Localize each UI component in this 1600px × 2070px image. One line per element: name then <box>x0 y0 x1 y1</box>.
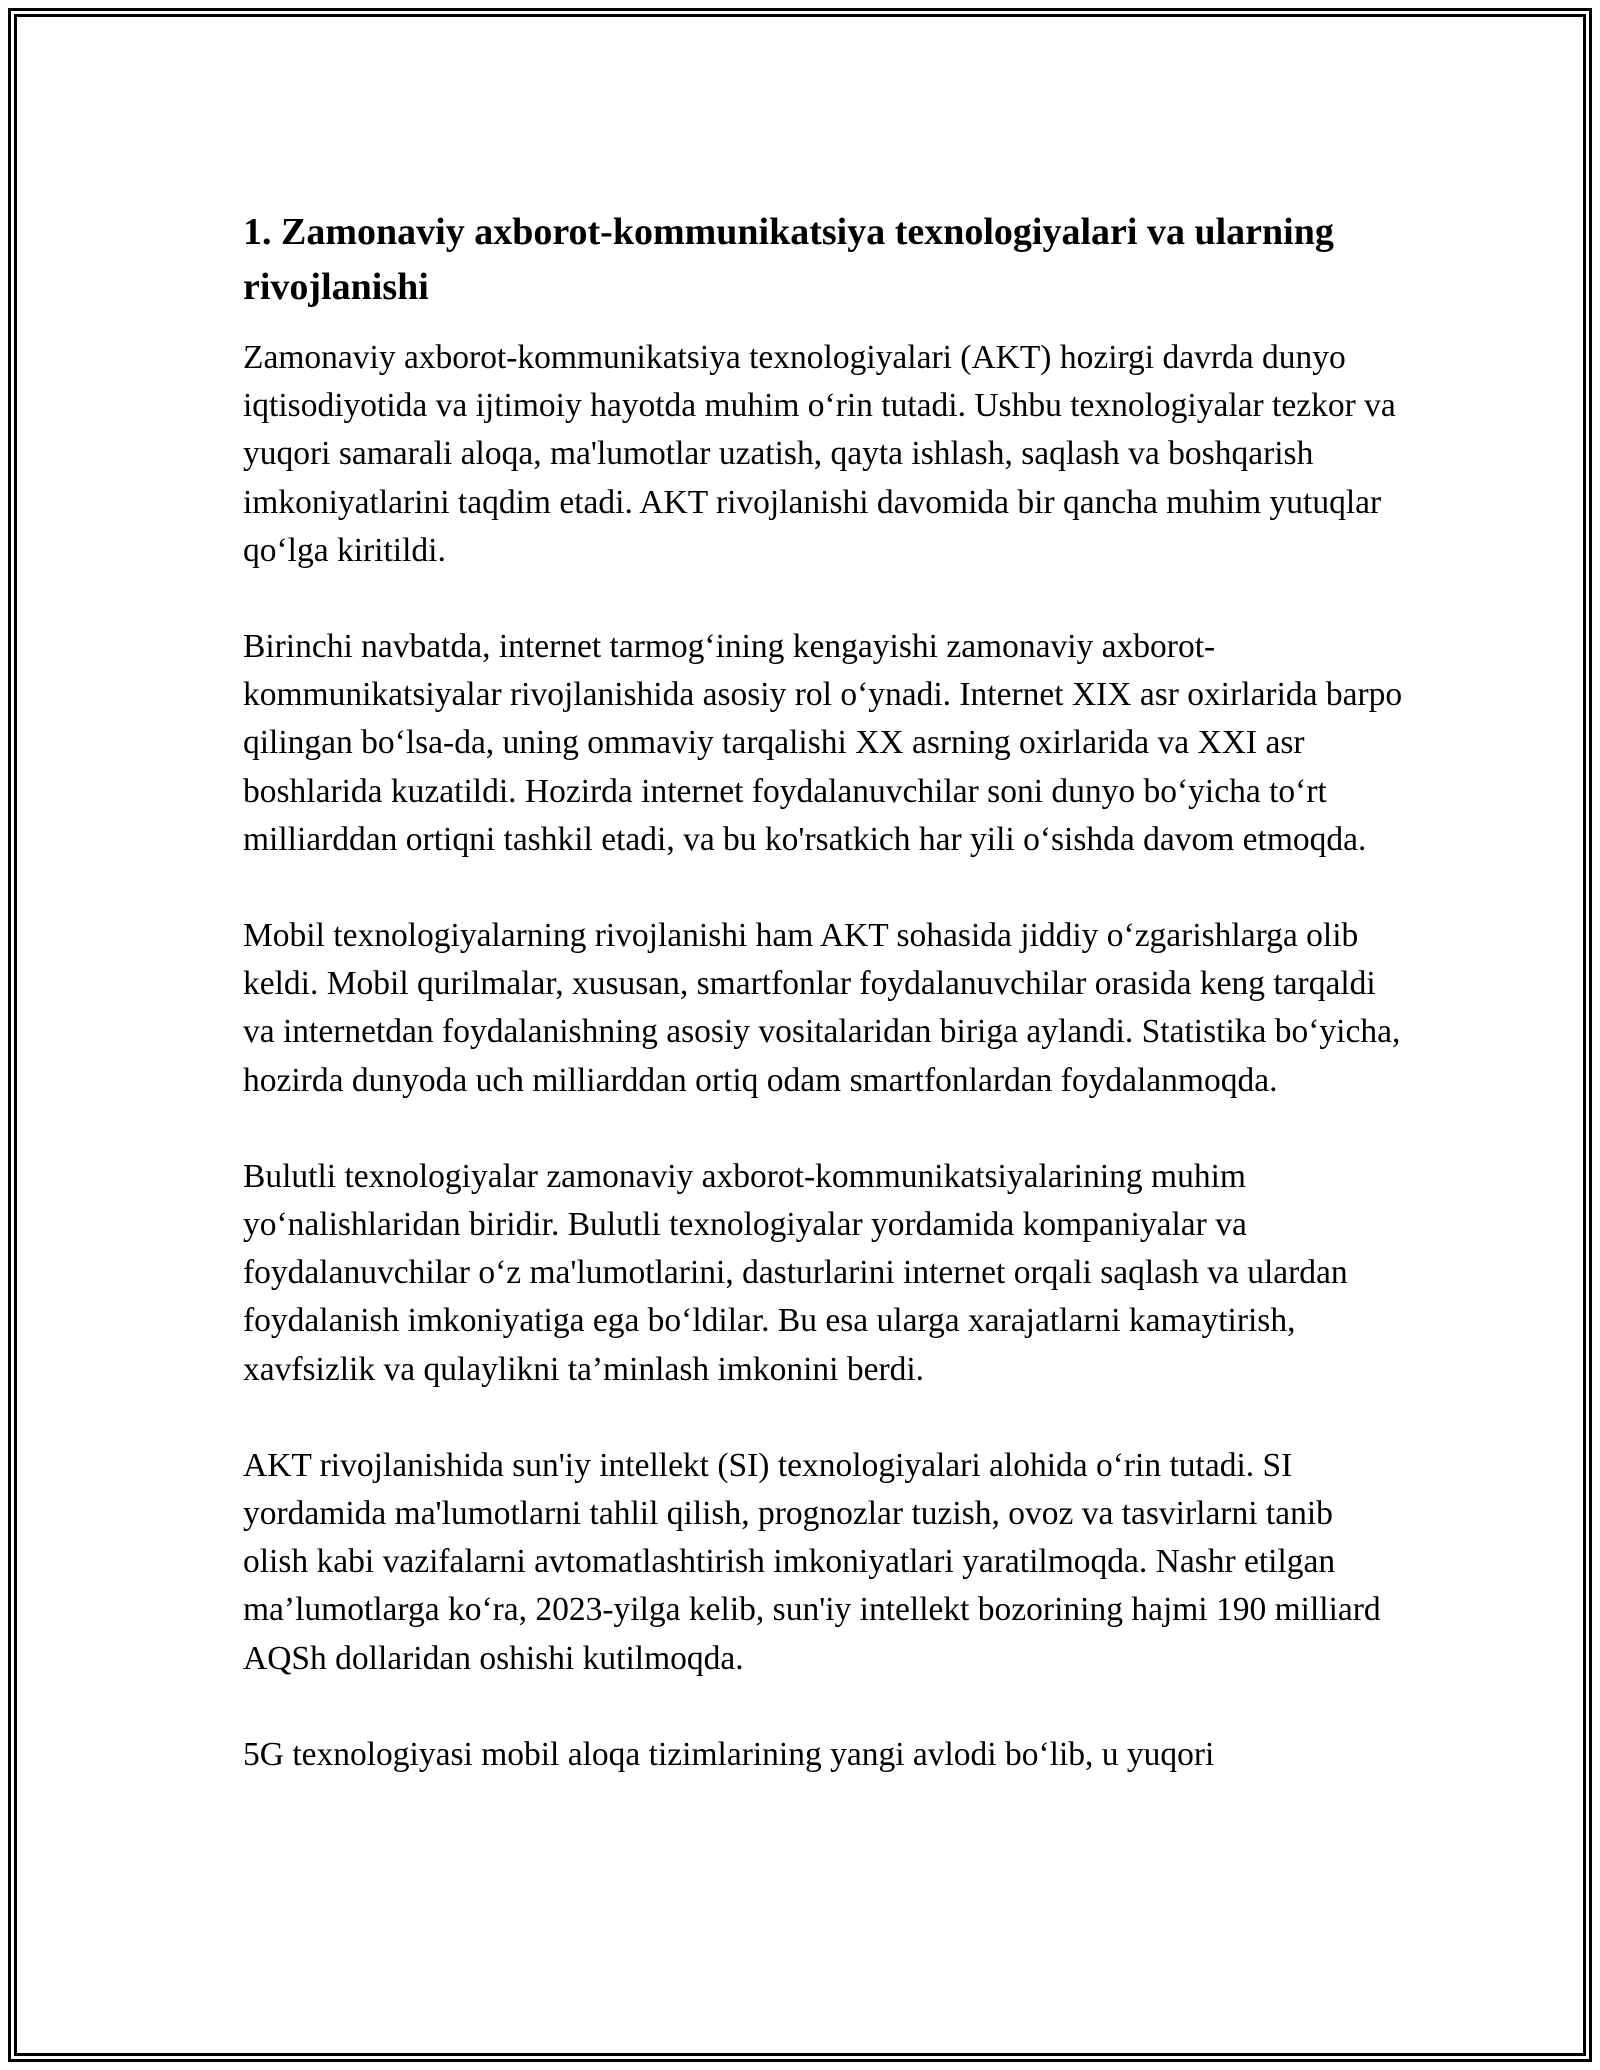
document-body <box>243 195 1403 1779</box>
paragraph-internet: Birinchi navbatda, internet tarmog‘ining kengayishi zamonaviy axborot-kommunikatsiyalar rivojlanishida asosiy rol o‘ynadi. Internet XIX asr oxirlarida barpo qilingan bo‘lsa-da, uning ommaviy tarqalishi XX asrning oxirlarida va XXI asr boshlarida kuzatildi. Hozirda internet foydalanuvchilar soni dunyo bo‘yicha to‘rt milliarddan ortiqni tashkil etadi, va bu ko'rsatkich har yili o‘sishda davom etmoqda. <box>243 628 1403 858</box>
page-border <box>8 8 1592 2062</box>
paragraph-mobile: Mobil texnologiyalarning rivojlanishi ham AKT sohasida jiddiy o‘zgarishlarga olib keldi. Mobil qurilmalar, xususan, smartfonlar foydalanuvchilar orasida keng tarqaldi va internetdan foydalanishning asosiy vositalaridan biriga aylandi. Statistika bo‘yicha, hozirda dunyoda uch milliarddan ortiq odam smartfonlardan foydalanmoqda. <box>243 917 1401 1099</box>
paragraph-akt-intro: Zamonaviy axborot-kommunikatsiya texnologiyalari (AKT) hozirgi davrda dunyo iqtisodiyotida va ijtimoiy hayotda muhim o‘rin tutadi. Ushbu texnologiyalar tezkor va yuqori samarali aloqa, ma'lumotlar uzatish, qayta ishlash, saqlash va boshqarish imkoniyatlarini taqdim etadi. AKT rivojlanishi davomida bir qancha muhim yutuqlar qo‘lga kiritildi. <box>243 339 1396 569</box>
paragraph-cloud: Bulutli texnologiyalar zamonaviy axborot-kommunikatsiyalarining muhim yo‘nalishlaridan biridir. Bulutli texnologiyalar yordamida kompaniyalar va foydalanuvchilar o‘z ma'lumotlarini, dasturlarini internet orqali saqlash va ulardan foydalanish imkoniyatiga ega bo‘ldilar. Bu esa ularga xarajatlarni kamaytirish, xavfsizlik va qulaylikni ta’minlash imkonini berdi. <box>243 1157 1348 1388</box>
paragraph-5g: 5G texnologiyasi mobil aloqa tizimlarining yangi avlodi bo‘lib, u yuqori <box>243 1735 1215 1773</box>
section-heading: 1. Zamonaviy axborot-kommunikatsiya texnologiyalari va ularning rivojlanishi <box>243 211 1334 308</box>
page-border-inner <box>14 14 1586 2056</box>
paragraph-ai: AKT rivojlanishida sun'iy intellekt (SI) texnologiyalari alohida o‘rin tutadi. SI yordamida ma'lumotlarni tahlil qilish, prognozlar tuzish, ovoz va tasvirlarni tanib olish kabi vazifalarni avtomatlashtirish imkoniyatlari yaratilmoqda. Nashr etilgan ma’lumotlarga ko‘ra, 2023-yilga kelib, sun'iy intellekt bozorining hajmi 190 milliard AQSh dollaridan oshishi kutilmoqda. <box>243 1446 1381 1677</box>
